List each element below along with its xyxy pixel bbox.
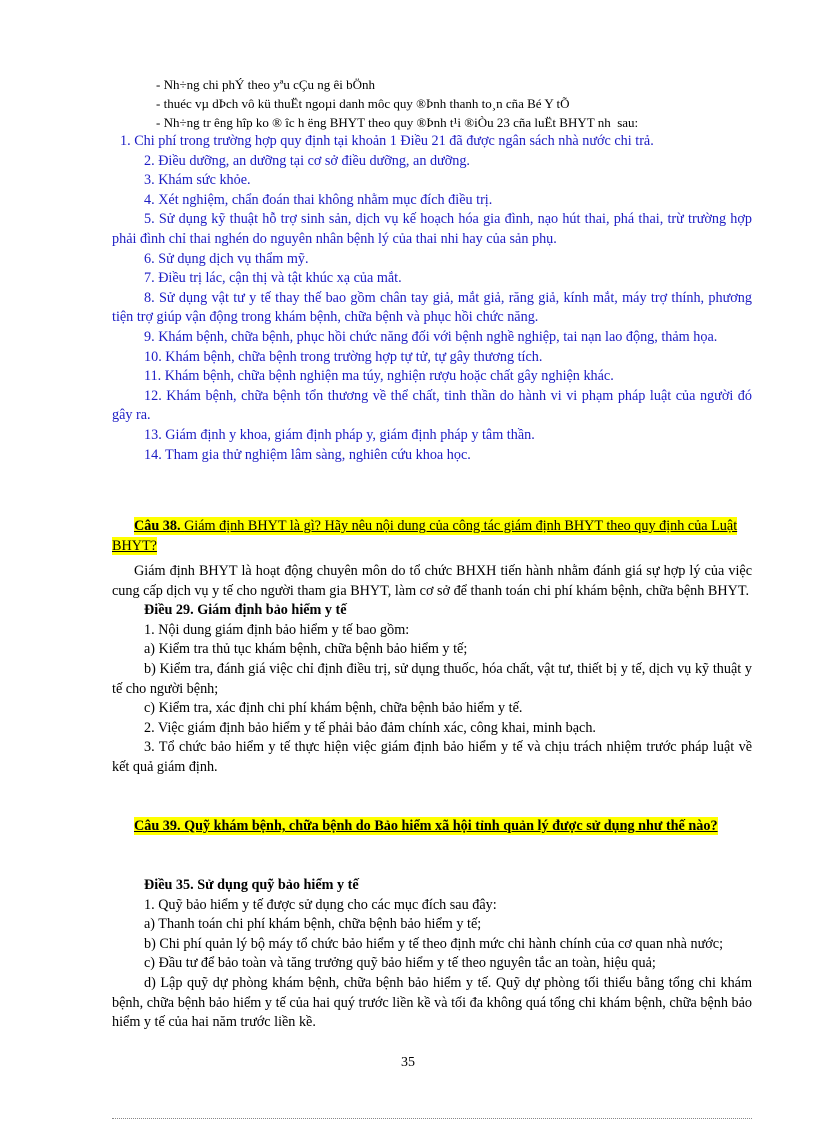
- article-item: 3. Tổ chức bảo hiểm y tế thực hiện việc giám định bảo hiểm y tế và chịu trách nhiệm trước pháp luật về kết quả giám định.: [112, 739, 752, 775]
- dash-item: - Nh÷ng chi phÝ theo yªu cÇu ng êi bÖnh: [156, 77, 376, 92]
- question-39-label: Câu 39.: [134, 818, 181, 834]
- question-39-answer: [112, 876, 752, 1033]
- exclusion-item: 13. Giám định y khoa, giám định pháp y, giám định pháp y tâm thần.: [144, 426, 535, 443]
- exclusion-item: 10. Khám bệnh, chữa bệnh trong trường hợp tự tử, tự gây thương tích.: [144, 348, 543, 365]
- exclusion-item: 12. Khám bệnh, chữa bệnh tổn thương về thể chất, tinh thần do hành vi vi phạm pháp luật của người đó gây ra.: [112, 387, 752, 424]
- dash-item: - Nh÷ng tr êng hîp ko ® îc h ëng BHYT theo quy ®Þnh t¹i ®iÒu 23 cña luËt BHYT nh sau:: [156, 115, 639, 130]
- exclusion-item: 11. Khám bệnh, chữa bệnh nghiện ma túy, nghiện rượu hoặc chất gây nghiện khác.: [144, 368, 614, 385]
- intro-dash-list: [112, 75, 816, 132]
- article-item: a) Kiểm tra thủ tục khám bệnh, chữa bệnh bảo hiểm y tế;: [144, 641, 468, 658]
- article-item: b) Kiểm tra, đánh giá việc chỉ định điều trị, sử dụng thuốc, hóa chất, vật tư, thiết bị y tế, dịch vụ kỹ thuật y tế cho người bệnh;: [112, 660, 752, 697]
- article-35-title: Điều 35. Sử dụng quỹ bảo hiểm y tế: [144, 877, 359, 893]
- exclusion-item: 8. Sử dụng vật tư y tế thay thế bao gồm chân tay giả, mắt giả, răng giả, kính mắt, máy trợ thính, phương tiện trợ giúp vận động trong khám bệnh, chữa bệnh và phục hồi chức năng.: [112, 289, 752, 326]
- exclusion-item: 2. Điều dưỡng, an dưỡng tại cơ sở điều dưỡng, an dưỡng.: [144, 152, 470, 169]
- article-item: a) Thanh toán chi phí khám bệnh, chữa bệnh bảo hiểm y tế;: [144, 916, 482, 933]
- question-38-answer: [112, 562, 752, 778]
- question-38-heading: [112, 516, 754, 556]
- page-bottom-divider: [112, 1118, 752, 1119]
- question-39-heading: [112, 816, 754, 836]
- question-39-text: Quỹ khám bệnh, chữa bệnh do Bảo hiểm xã hội tỉnh quản lý được sử dụng như thế nào?: [184, 818, 718, 834]
- exclusion-item: 9. Khám bệnh, chữa bệnh, phục hồi chức năng đối với bệnh nghề nghiệp, tai nạn lao động, thảm họa.: [144, 328, 718, 345]
- article-item: d) Lập quỹ dự phòng khám bệnh, chữa bệnh bảo hiểm y tế. Quỹ dự phòng tối thiểu bằng tổng chi khám bệnh, chữa bệnh bảo hiểm y tế của hai quý trước liền kề và tối đa không quá tổng chi khám bệnh, chữa bệnh bảo hiểm y tế của hai năm trước liền kề.: [112, 974, 752, 1031]
- answer-paragraph: Giám định BHYT là hoạt động chuyên môn do tổ chức BHXH tiến hành nhằm đánh giá sự hợp lý của việc cung cấp dịch vụ y tế cho người tham gia BHYT, làm cơ sở để thanh toán chi phí khám bệnh, chữa bệnh BHYT.: [112, 563, 752, 599]
- exclusion-item: 1. Chi phí trong trường hợp quy định tại khoản 1 Điều 21 đã được ngân sách nhà nước chi trả.: [120, 133, 654, 149]
- article-29-title: Điều 29. Giám định bảo hiểm y tế: [144, 602, 347, 619]
- article-item: 1. Nội dung giám định bảo hiểm y tế bao gồm:: [144, 621, 410, 638]
- question-38-text: Giám định BHYT là gì? Hãy nêu nội dung của công tác giám định BHYT theo quy định của Luật BHYT?: [112, 518, 738, 554]
- page-number: 35: [401, 1055, 415, 1070]
- question-38-label: Câu 38.: [134, 518, 181, 534]
- exclusion-item: 6. Sử dụng dịch vụ thẩm mỹ.: [144, 250, 309, 267]
- article-item: c) Đầu tư để bảo toàn và tăng trưởng quỹ bảo hiểm y tế theo nguyên tắc an toàn, hiệu quả;: [144, 955, 656, 972]
- exclusion-list: [112, 132, 752, 465]
- article-item: c) Kiểm tra, xác định chi phí khám bệnh, chữa bệnh bảo hiểm y tế.: [144, 700, 523, 717]
- exclusion-item: 14. Tham gia thử nghiệm lâm sàng, nghiên cứu khoa học.: [144, 446, 471, 463]
- exclusion-item: 5. Sử dụng kỹ thuật hỗ trợ sinh sản, dịch vụ kế hoạch hóa gia đình, nạo hút thai, phá thai, trừ trường hợp phải đình chỉ thai nghén do nguyên nhân bệnh lý của thai nhi hay của sản phụ.: [112, 211, 752, 247]
- exclusion-item: 3. Khám sức khỏe.: [144, 172, 251, 189]
- article-item: b) Chi phí quản lý bộ máy tổ chức bảo hiểm y tế theo định mức chi hành chính của cơ quan nhà nước;: [144, 935, 724, 952]
- article-item: 1. Quỹ bảo hiểm y tế được sử dụng cho các mục đích sau đây:: [144, 896, 497, 913]
- article-item: 2. Việc giám định bảo hiểm y tế phải bảo đảm chính xác, công khai, minh bạch.: [144, 719, 596, 736]
- dash-item: - thuéc vµ dÞch vô kü thuËt ngoµi danh môc quy ®Þnh thanh to¸n cña Bé Y tÕ: [156, 96, 570, 111]
- exclusion-item: 7. Điều trị lác, cận thị và tật khúc xạ của mắt.: [144, 270, 402, 287]
- exclusion-item: 4. Xét nghiệm, chẩn đoán thai không nhằm mục đích điều trị.: [144, 191, 493, 208]
